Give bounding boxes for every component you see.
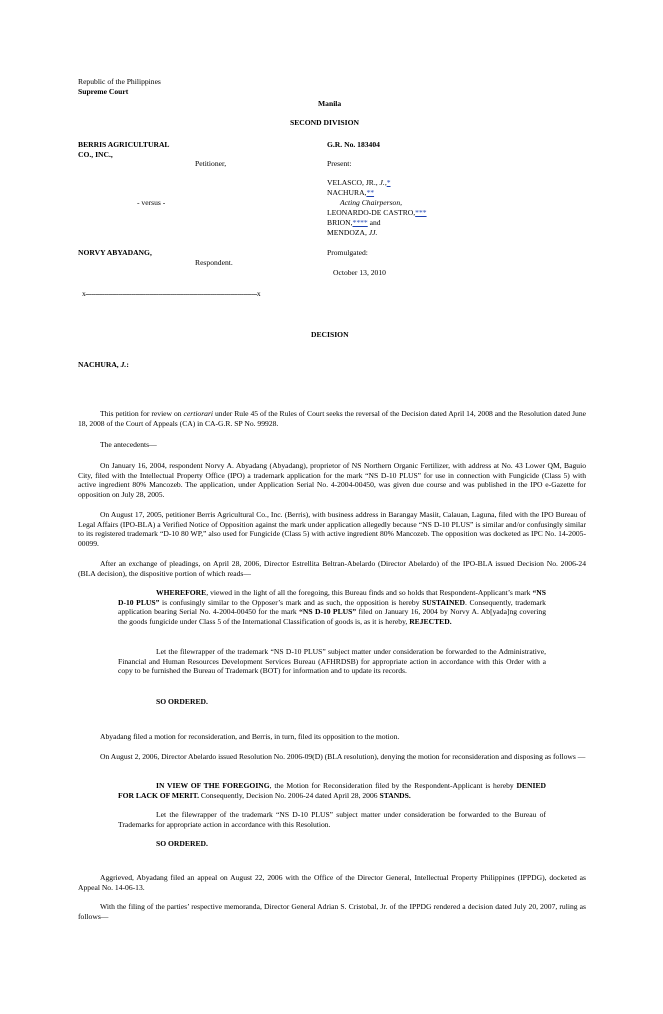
footnote-link-leonardo-de-castro[interactable]: *** [415,208,427,217]
justice-nachura: NACHURA,** [327,188,375,197]
paragraph-opposition: On August 17, 2005, petitioner Berris Agricultural Co., Inc. (Berris), with business address in Barangay Masiit, Calauan, Laguna, filed with the IPO Bureau of Legal Affairs (IPO-BLA) a Verified Notice of Opposition against the mark under application allegedly because “NS D-10 PLUS” is similar and/or confusingly similar to its registered trademark “D-10 80 WP,” also used for Fungicide (Class 5) with active ingredient 80% Mancozeb. The opposition was docketed as IPC No. 14-2005-00099. [78,510,586,548]
petitioner-role: Petitioner, [195,159,227,168]
quote-filewrapper: Let the filewrapper of the trademark “NS D-10 PLUS” subject matter under consideration be forwarded to the Administrative, Financial and Human Resources Development Services Bureau (AFHRDSB) for appropriate action in accordance with this Order with a copy to be furnished the Bureau of Trademark (BOT) for information and to update its records. [118,647,546,676]
paragraph-motion-reconsideration: Abyadang filed a motion for reconsideration, and Berris, in turn, filed its opposition to the motion. [100,732,400,741]
caption-separator: x-----------------------------------------------------------------------------------------x [82,289,261,298]
paragraph-bla-decision: After an exchange of pleadings, on April 28, 2006, Director Estrellita Beltran-Abelardo (Director Abelardo) of the IPO-BLA issued Decision No. 2006-24 (BLA decision), the dispositive portion of which reads— [78,559,586,578]
petitioner-name-line2: CO., INC., [78,150,113,159]
paragraph-antecedents: The antecedents— [100,440,157,449]
paragraph-appeal: Aggrieved, Abyadang filed an appeal on August 22, 2006 with the Office of the Director General, Intellectual Property Philippines (IPPDG), docketed as Appeal No. 14-06-13. [78,873,586,892]
present-label: Present: [327,159,352,168]
header-city: Manila [318,99,342,108]
footnote-link-brion[interactable]: **** [352,218,368,227]
promulgation-date: October 13, 2010 [333,268,386,277]
justice-brion: BRION,**** and [327,218,381,227]
quote-filewrapper-2: Let the filewrapper of the trademark “NS D-10 PLUS” subject matter under consideration be forwarded to the Bureau of Trademarks for appropriate action in accordance with this Resolution. [118,810,546,829]
decision-title: DECISION [311,330,349,339]
decision-author: NACHURA, J.: [78,360,129,369]
quote-in-view: IN VIEW OF THE FOREGOING, the Motion for Reconsideration filed by the Respondent-Applicant is hereby DENIED FOR LACK OF MERIT. Consequently, Decision No. 2006-24 dated April 28, 2006 STANDS. [118,781,546,800]
quote-wherefore: WHEREFORE, viewed in the light of all the foregoing, this Bureau finds and so holds that Respondent-Applicant’s mark “NS D-10 PLUS” is confusingly similar to the Opposer’s mark and as such, the opposition is hereby SUSTAINED. Consequently, trademark application bearing Serial No. 4-2004-00450 for the mark “NS D-10 PLUS” filed on January 16, 2004 by Norvy A. Ab[yada]ng covering the goods fungicide under Class 5 of the International Classification of goods is, as it is hereby, REJECTED. [118,588,546,626]
header-court: Supreme Court [78,87,129,96]
paragraph-intro: This petition for review on certiorari under Rule 45 of the Rules of Court seeks the reversal of the Decision dated April 14, 2008 and the Resolution dated June 18, 2008 of the Court of Appeals (CA) in CA-G.R. SP No. 99928. [78,409,586,428]
paragraph-application: On January 16, 2004, respondent Norvy A. Abyadang (Abyadang), proprietor of NS Northern Organic Fertilizer, with address at No. 43 Lower QM, Baguio City, filed with the Intellectual Property Office (IPO) a trademark application for the mark “NS D-10 PLUS” for use in connection with Fungicide (Class 5) with active ingredient 80% Mancozeb. The application, under Application Serial No. 4-2004-00450, was given due course and was published in the IPO e-Gazette for opposition on July 28, 2005. [78,461,586,499]
quote-so-ordered: SO ORDERED. [156,697,208,706]
justice-velasco: VELASCO, JR., J.,* [327,178,391,187]
promulgated-label: Promulgated: [327,248,368,257]
petitioner-name-line1: BERRIS AGRICULTURAL [78,140,170,149]
respondent-role: Respondent. [195,258,233,267]
gr-number: G.R. No. 183404 [327,140,380,149]
versus-label: - versus - [137,198,166,207]
justice-leonardo-de-castro: LEONARDO-DE CASTRO,*** [327,208,427,217]
header-division: SECOND DIVISION [290,118,359,127]
paragraph-ippdg-decision: With the filing of the parties’ respective memoranda, Director General Adrian S. Cristobal, Jr. of the IPPDG rendered a decision dated July 20, 2007, ruling as follows— [78,902,586,921]
footnote-link-velasco[interactable]: * [386,178,391,187]
respondent-name: NORVY ABYADANG, [78,248,152,257]
justice-mendoza: MENDOZA, JJ. [327,228,378,237]
acting-chairperson: Acting Chairperson, [340,198,403,207]
header-republic: Republic of the Philippines [78,77,161,86]
paragraph-bla-resolution: On August 2, 2006, Director Abelardo issued Resolution No. 2006-09(D) (BLA resolution), denying the motion for reconsideration and disposing as follows — [100,752,586,761]
quote-so-ordered-2: SO ORDERED. [156,839,208,848]
footnote-link-nachura[interactable]: ** [366,188,375,197]
